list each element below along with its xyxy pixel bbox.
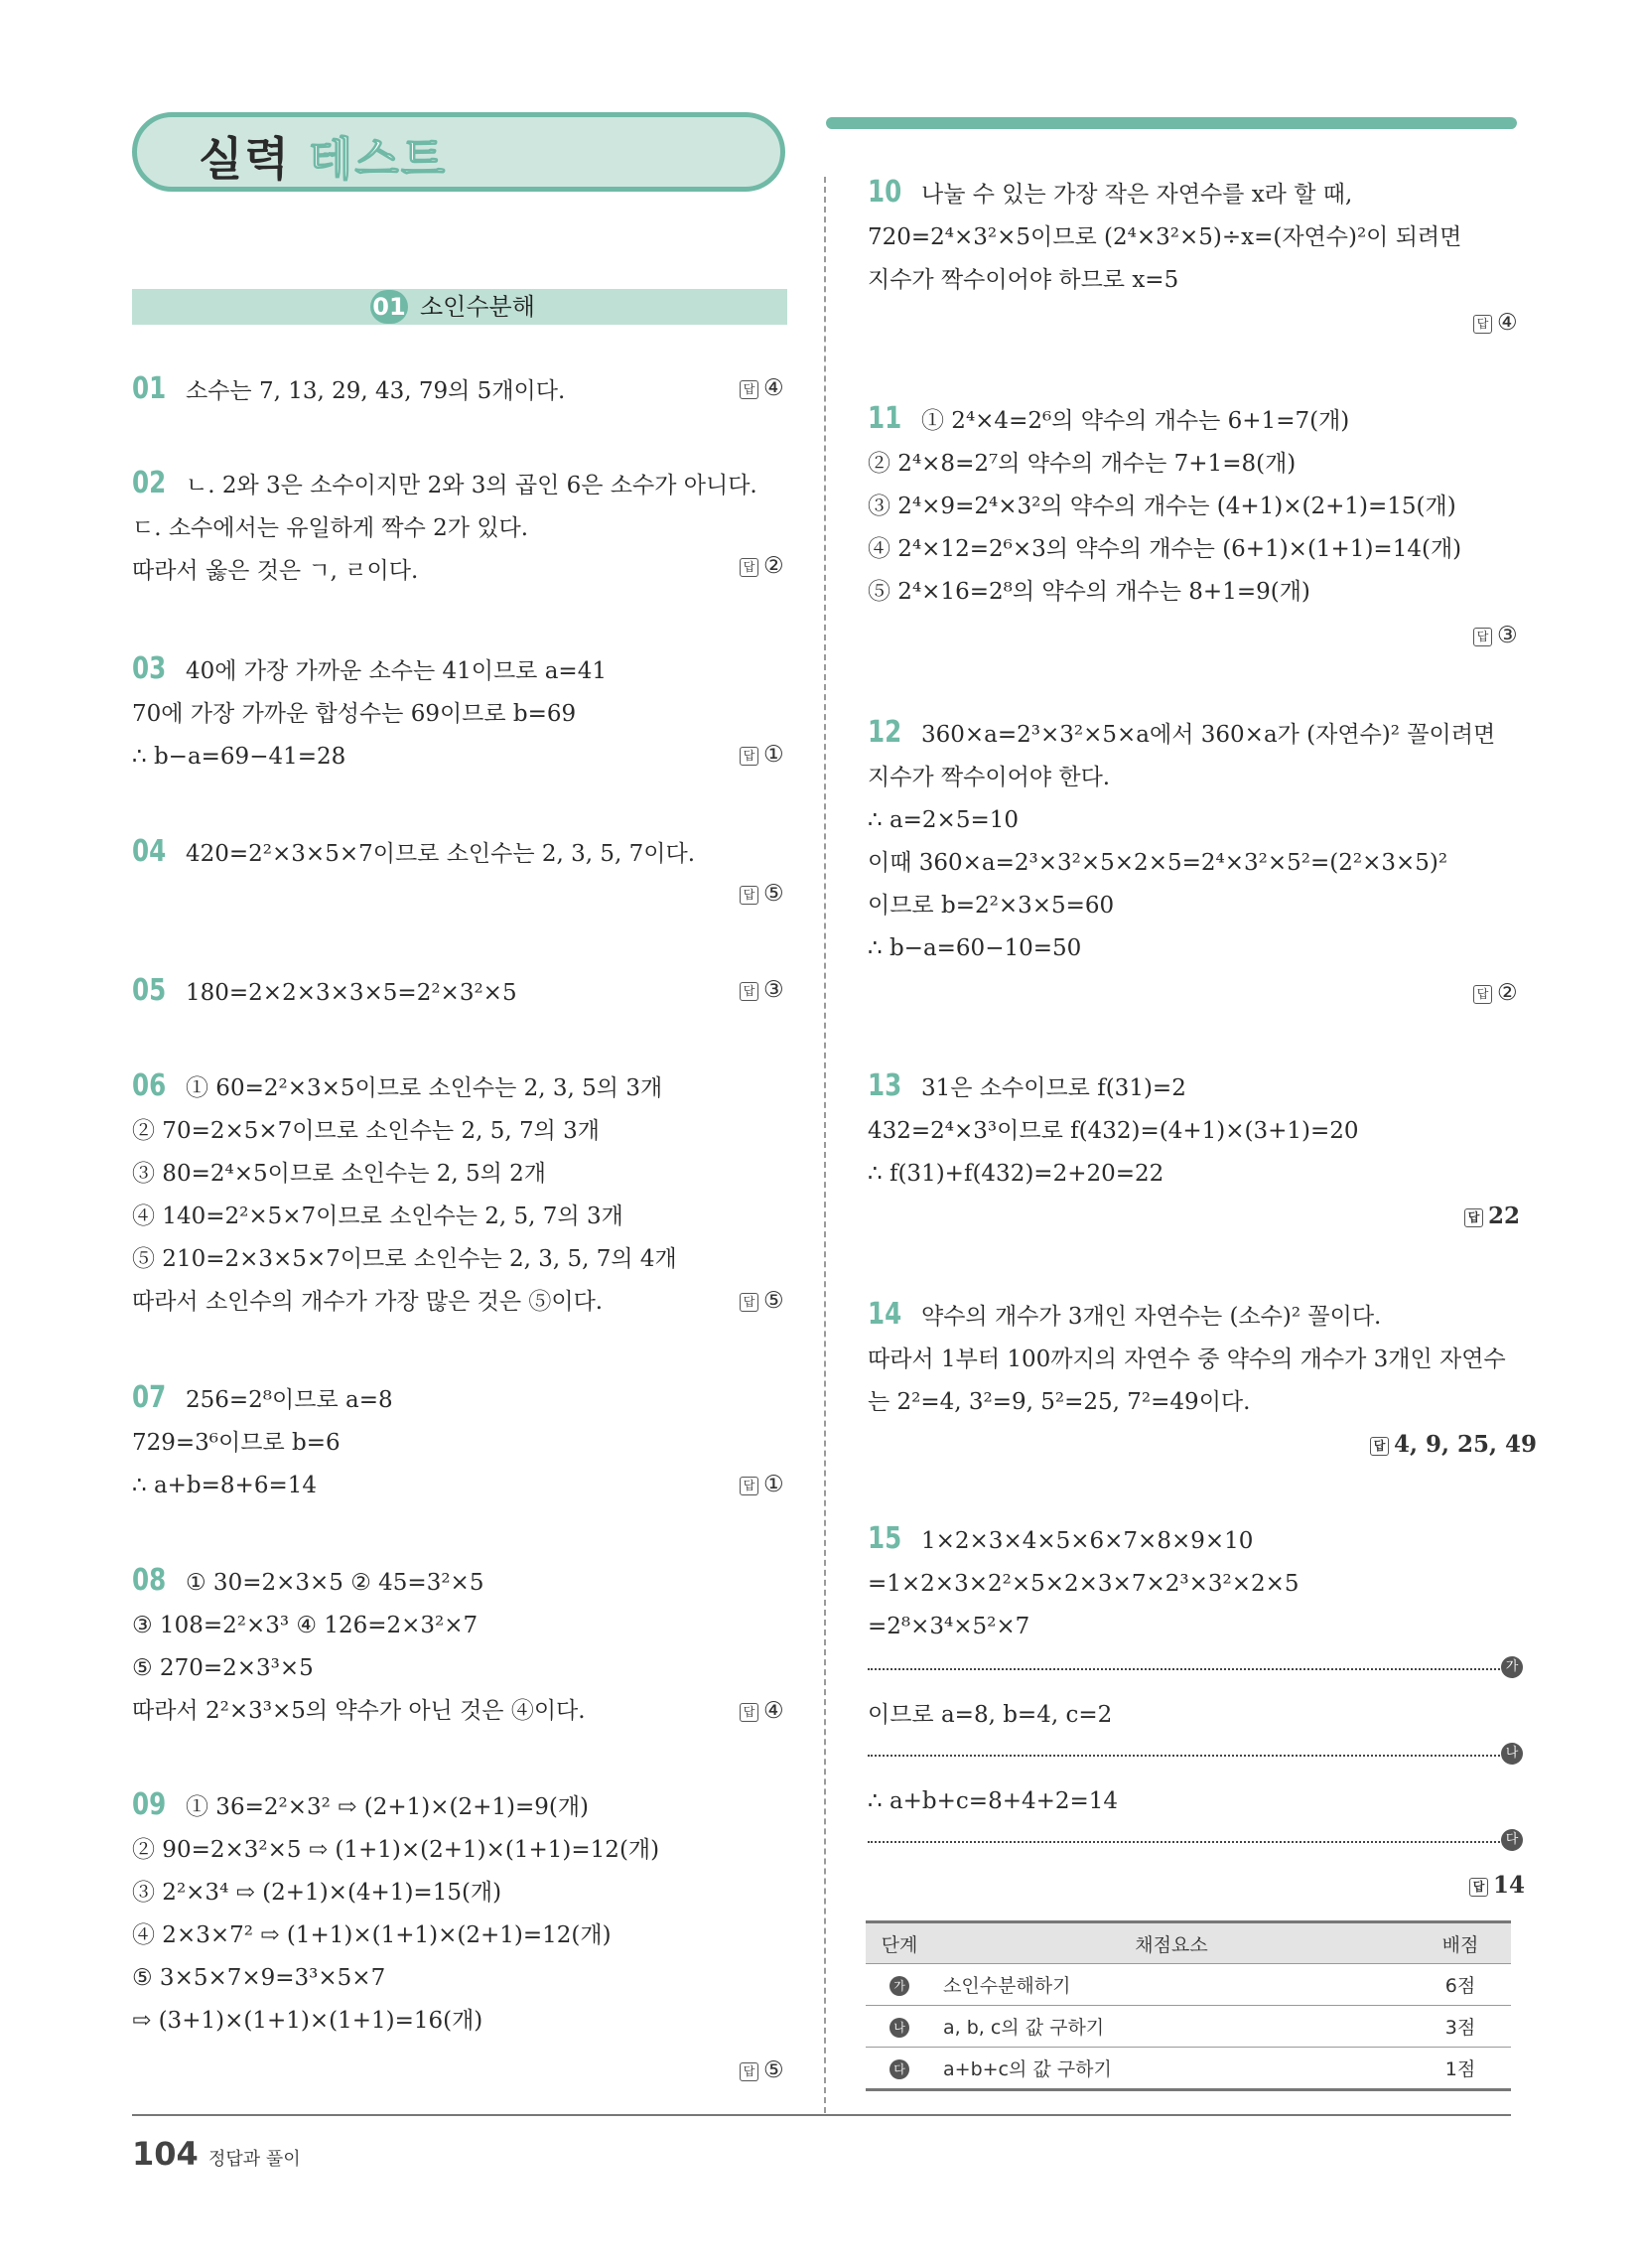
problem-line <box>868 259 1461 302</box>
problem-text: 720=2⁴×3²×5이므로 (2⁴×3²×5)÷x=(자연수)²이 되려면 <box>868 224 1462 250</box>
problem-text: 180=2×2×3×3×5=2²×3²×5 <box>186 980 517 1006</box>
problem-line <box>868 1381 1506 1424</box>
footer-divider <box>132 2114 1511 2116</box>
problem-line <box>868 927 1495 970</box>
answer-05 <box>740 975 784 1005</box>
problem-number: 04 <box>132 834 167 869</box>
answer-marker-icon: 답 <box>1473 628 1492 646</box>
problem-text: 소수는 7, 13, 29, 43, 79의 5개이다. <box>186 378 566 404</box>
problem-line <box>132 1064 677 1110</box>
answer-marker-icon: 답 <box>740 380 758 399</box>
problem-text: ⑤ 3×5×7×9=3³×5×7 <box>132 1965 386 1991</box>
problem-line <box>868 1517 1300 1563</box>
problem-text: ③ 108=2²×3³ ④ 126=2×3²×7 <box>132 1613 479 1638</box>
problem-line <box>132 736 607 779</box>
problem-text: 432=2⁴×3³이므로 f(432)=(4+1)×(3+1)=20 <box>868 1118 1359 1144</box>
problem-text: ① 60=2²×3×5이므로 소인수는 2, 3, 5의 3개 <box>186 1075 663 1101</box>
row-item: 소인수분해하기 <box>933 1964 1410 2006</box>
problem-11 <box>868 397 1461 614</box>
row-score: 3점 <box>1410 2006 1511 2048</box>
problem-text: =1×2×3×2²×5×2×3×7×2³×3²×2×5 <box>868 1571 1300 1597</box>
problem-text: 약수의 개수가 3개인 자연수는 (소수)² 꼴이다. <box>921 1304 1382 1330</box>
answer-value: ② <box>763 553 784 579</box>
problem-number: 02 <box>132 466 167 500</box>
answer-08 <box>740 1696 784 1726</box>
problem-line <box>132 647 607 693</box>
answer-value: 14 <box>1493 1872 1526 1899</box>
answer-04 <box>740 879 784 909</box>
answer-marker-icon: 답 <box>740 1477 758 1495</box>
problem-line <box>868 528 1461 571</box>
problem-number: 10 <box>868 175 902 210</box>
problem-line <box>132 2000 659 2043</box>
problem-text: 1×2×3×4×5×6×7×8×9×10 <box>921 1528 1254 1554</box>
problem-line <box>868 171 1461 216</box>
problem-text: ④ 2⁴×12=2⁶×3의 약수의 개수는 (6+1)×(1+1)=14(개) <box>868 536 1462 562</box>
answer-marker-icon: 답 <box>740 747 758 766</box>
problem-line <box>132 830 695 876</box>
problem-text: ∴ a+b=8+6=14 <box>132 1473 317 1498</box>
answer-03 <box>740 740 784 770</box>
problem-number: 09 <box>132 1787 167 1822</box>
answer-marker-icon: 답 <box>1464 1208 1483 1227</box>
problem-line <box>868 757 1495 799</box>
problem-text: 729=3⁶이므로 b=6 <box>132 1430 341 1456</box>
answer-marker-icon: 답 <box>1370 1437 1389 1456</box>
problem-07 <box>132 1376 393 1507</box>
answer-value: ④ <box>1497 310 1518 336</box>
column-divider <box>824 177 826 2113</box>
problem-line <box>132 1196 677 1238</box>
problem-line <box>868 1153 1359 1196</box>
problem-number: 15 <box>868 1521 902 1556</box>
problem-08 <box>132 1559 586 1733</box>
problem-line <box>868 885 1495 927</box>
problem-line <box>132 1647 586 1690</box>
answer-value: 4, 9, 25, 49 <box>1394 1431 1538 1458</box>
answer-value: ① <box>763 742 784 768</box>
section-label: 소인수분해 <box>420 293 535 321</box>
p15-step3-line: ∴ a+b+c=8+4+2=14 <box>868 1788 1119 1814</box>
problem-text: ② 90=2×3²×5 ⇨ (1+1)×(2+1)×(1+1)=12(개) <box>132 1837 660 1863</box>
problem-text: 이므로 b=2²×3×5=60 <box>868 893 1115 919</box>
problem-text: 지수가 짝수이어야 한다. <box>868 765 1111 790</box>
problem-text: ⑤ 270=2×3³×5 <box>132 1655 314 1681</box>
answer-value: 22 <box>1488 1203 1521 1229</box>
problem-line <box>868 1064 1359 1110</box>
problem-line <box>132 1238 677 1281</box>
problem-number: 06 <box>132 1068 167 1103</box>
problem-line <box>868 571 1461 614</box>
problem-line <box>868 1606 1300 1648</box>
answer-value: ③ <box>1497 623 1518 648</box>
answer-07 <box>740 1470 784 1499</box>
step-divider-2 <box>868 1755 1511 1757</box>
score-table-header <box>866 1922 1511 1964</box>
problem-02 <box>132 462 757 593</box>
problem-line <box>868 397 1461 443</box>
step-divider-3 <box>868 1841 1511 1843</box>
header-score: 배점 <box>1410 1922 1511 1964</box>
problem-line <box>132 1914 659 1957</box>
problem-05 <box>132 969 517 1015</box>
problem-text: ① 2⁴×4=2⁶의 약수의 개수는 6+1=7(개) <box>921 408 1350 434</box>
problem-text: ㄷ. 소수에서는 유일하게 짝수 2가 있다. <box>132 515 529 541</box>
problem-04 <box>132 830 695 876</box>
row-score: 1점 <box>1410 2048 1511 2090</box>
problem-text: ③ 80=2⁴×5이므로 소인수는 2, 5의 2개 <box>132 1161 547 1187</box>
problem-line <box>868 1110 1359 1153</box>
table-row <box>866 2006 1511 2048</box>
problem-text: 는 2²=4, 3²=9, 5²=25, 7²=49이다. <box>868 1389 1251 1415</box>
answer-02 <box>740 551 784 581</box>
page-label: 정답과 풀이 <box>208 2149 301 2170</box>
table-row <box>866 1964 1511 2006</box>
answer-marker-icon: 답 <box>740 1703 758 1722</box>
problem-line <box>132 462 757 507</box>
problem-text: ③ 2⁴×9=2⁴×3²의 약수의 개수는 (4+1)×(2+1)=15(개) <box>868 494 1456 519</box>
problem-number: 07 <box>132 1380 167 1415</box>
answer-value: ⑤ <box>763 881 784 907</box>
problem-text: ② 2⁴×8=2⁷의 약수의 개수는 7+1=8(개) <box>868 451 1297 477</box>
problem-line <box>132 550 757 593</box>
problem-number: 13 <box>868 1068 902 1103</box>
step-mark-3: 다 <box>1501 1829 1523 1851</box>
problem-line <box>132 1153 677 1196</box>
problem-text: ④ 2×3×7² ⇨ (1+1)×(1+1)×(2+1)=12(개) <box>132 1922 612 1948</box>
problem-text: ㄴ. 2와 3은 소수이지만 2와 3의 곱인 6은 소수가 아니다. <box>186 473 757 498</box>
problem-text: 지수가 짝수이어야 하므로 x=5 <box>868 267 1179 293</box>
problem-line <box>132 1376 393 1422</box>
problem-text: 40에 가장 가까운 소수는 41이므로 a=41 <box>186 658 607 684</box>
answer-marker-icon: 답 <box>740 1293 758 1312</box>
problem-10 <box>868 171 1461 302</box>
page-number: 104 <box>132 2135 199 2173</box>
problem-text: 70에 가장 가까운 합성수는 69이므로 b=69 <box>132 701 577 727</box>
section-header <box>132 289 787 325</box>
problem-line <box>868 443 1461 486</box>
answer-marker-icon: 답 <box>740 558 758 577</box>
problem-line <box>132 1783 659 1829</box>
answer-marker-icon: 답 <box>1469 1878 1488 1897</box>
problem-14 <box>868 1293 1506 1424</box>
problem-line <box>132 969 517 1015</box>
problem-line <box>132 1559 586 1605</box>
row-step-cell <box>866 2006 933 2048</box>
answer-marker-icon: 답 <box>740 2062 758 2081</box>
answer-value: ④ <box>763 375 784 401</box>
problem-number: 12 <box>868 715 902 750</box>
problem-line <box>132 1957 659 2000</box>
answer-value: ④ <box>763 1698 784 1724</box>
step-mark: 나 <box>889 2018 909 2038</box>
problem-line <box>868 1293 1506 1339</box>
problem-text: 420=2²×3×5×7이므로 소인수는 2, 3, 5, 7이다. <box>186 841 696 867</box>
problem-number: 05 <box>132 973 167 1008</box>
problem-13 <box>868 1064 1359 1196</box>
answer-10 <box>1473 308 1518 338</box>
problem-line <box>132 1281 677 1324</box>
row-step-cell <box>866 1964 933 2006</box>
problem-text: ⇨ (3+1)×(1+1)×(1+1)=16(개) <box>132 2008 483 2034</box>
problem-text: ∴ a=2×5=10 <box>868 807 1020 833</box>
problem-text: ② 70=2×5×7이므로 소인수는 2, 5, 7의 3개 <box>132 1118 600 1144</box>
score-table <box>866 1920 1511 2091</box>
title-part2: 테스트 <box>308 132 448 186</box>
problem-text: ∴ b−a=69−41=28 <box>132 744 346 770</box>
problem-text: 따라서 2²×3³×5의 약수가 아닌 것은 ④이다. <box>132 1698 586 1724</box>
row-item: a, b, c의 값 구하기 <box>933 2006 1410 2048</box>
problem-line <box>132 693 607 736</box>
table-row <box>866 2048 1511 2090</box>
answer-01 <box>740 373 784 403</box>
step-divider-1 <box>868 1668 1511 1670</box>
problem-text: 360×a=2³×3²×5×a에서 360×a가 (자연수)² 꼴이려면 <box>921 722 1496 748</box>
answer-marker-icon: 답 <box>1473 985 1492 1004</box>
problem-line <box>132 1872 659 1914</box>
problem-15 <box>868 1517 1300 1648</box>
problem-text: ⑤ 2⁴×16=2⁸의 약수의 개수는 8+1=9(개) <box>868 579 1310 605</box>
problem-number: 08 <box>132 1563 167 1598</box>
problem-text: 256=2⁸이므로 a=8 <box>186 1387 393 1413</box>
header-item: 채점요소 <box>933 1922 1410 1964</box>
problem-line <box>868 842 1495 885</box>
problem-number: 14 <box>868 1297 902 1332</box>
problem-line <box>868 486 1461 528</box>
answer-06 <box>740 1286 784 1316</box>
problem-text: =2⁸×3⁴×5²×7 <box>868 1614 1030 1639</box>
step-mark-2: 나 <box>1501 1743 1523 1765</box>
problem-line <box>868 1339 1506 1381</box>
problem-line <box>132 1690 586 1733</box>
problem-line <box>868 216 1461 259</box>
answer-09 <box>740 2055 784 2085</box>
problem-text: 31은 소수이므로 f(31)=2 <box>921 1075 1186 1101</box>
answer-value: ③ <box>763 977 784 1003</box>
problem-number: 11 <box>868 401 902 436</box>
problem-text: ③ 2²×3⁴ ⇨ (2+1)×(4+1)=15(개) <box>132 1880 502 1906</box>
answer-13 <box>1464 1202 1520 1231</box>
problem-line <box>132 1829 659 1872</box>
answer-value: ⑤ <box>763 2057 784 2083</box>
problem-line <box>868 711 1495 757</box>
problem-number: 01 <box>132 371 167 406</box>
problem-line <box>868 1563 1300 1606</box>
section-number: 01 <box>370 290 408 324</box>
page-title <box>199 123 447 189</box>
problem-06 <box>132 1064 677 1324</box>
problem-text: ① 30=2×3×5 ② 45=3²×5 <box>186 1570 484 1596</box>
problem-text: ④ 140=2²×5×7이므로 소인수는 2, 5, 7의 3개 <box>132 1204 623 1229</box>
title-part1: 실력 <box>199 132 291 186</box>
answer-value: ① <box>763 1472 784 1497</box>
answer-marker-icon: 답 <box>740 982 758 1001</box>
problem-line <box>132 507 757 550</box>
header-step: 단계 <box>866 1922 933 1964</box>
problem-line <box>132 1422 393 1465</box>
p15-step3-text <box>868 1780 1118 1823</box>
problem-text: 따라서 옳은 것은 ㄱ, ㄹ이다. <box>132 558 419 584</box>
row-item: a+b+c의 값 구하기 <box>933 2048 1410 2090</box>
problem-line <box>868 799 1495 842</box>
problem-text: ∴ b−a=60−10=50 <box>868 935 1082 961</box>
problem-number: 03 <box>132 651 167 686</box>
title-banner <box>132 112 785 192</box>
problem-line <box>132 367 565 413</box>
right-column-top-bar <box>826 117 1517 129</box>
p15-step2-line: 이므로 a=8, b=4, c=2 <box>868 1702 1113 1728</box>
problem-12 <box>868 711 1495 970</box>
answer-value: ⑤ <box>763 1288 784 1314</box>
problem-text: 따라서 소인수의 개수가 가장 많은 것은 ⑤이다. <box>132 1289 604 1315</box>
answer-marker-icon: 답 <box>1473 315 1492 334</box>
answer-value: ② <box>1497 980 1518 1006</box>
problem-text: 따라서 1부터 100까지의 자연수 중 약수의 개수가 3개인 자연수 <box>868 1347 1506 1372</box>
step-mark: 가 <box>889 1976 909 1996</box>
problem-09 <box>132 1783 659 2043</box>
problem-line <box>132 1465 393 1507</box>
p15-step2-text <box>868 1694 1112 1737</box>
problem-text: ⑤ 210=2×3×5×7이므로 소인수는 2, 3, 5, 7의 4개 <box>132 1246 677 1272</box>
answer-12 <box>1473 978 1518 1008</box>
problem-line <box>132 1605 586 1647</box>
step-mark: 다 <box>889 2059 909 2079</box>
problem-text: ① 36=2²×3² ⇨ (2+1)×(2+1)=9(개) <box>186 1794 590 1820</box>
problem-text: ∴ f(31)+f(432)=2+20=22 <box>868 1161 1164 1187</box>
row-score: 6점 <box>1410 1964 1511 2006</box>
problem-line <box>132 1110 677 1153</box>
step-mark-1: 가 <box>1501 1656 1523 1678</box>
answer-11 <box>1473 621 1518 650</box>
answer-14 <box>1370 1430 1537 1460</box>
answer-marker-icon: 답 <box>740 886 758 905</box>
answer-15 <box>1469 1871 1525 1901</box>
row-step-cell <box>866 2048 933 2090</box>
problem-01 <box>132 367 565 413</box>
problem-text: 나눌 수 있는 가장 작은 자연수를 x라 할 때, <box>921 182 1353 208</box>
problem-text: 이때 360×a=2³×3²×5×2×5=2⁴×3²×5²=(2²×3×5)² <box>868 850 1448 876</box>
problem-03 <box>132 647 607 779</box>
